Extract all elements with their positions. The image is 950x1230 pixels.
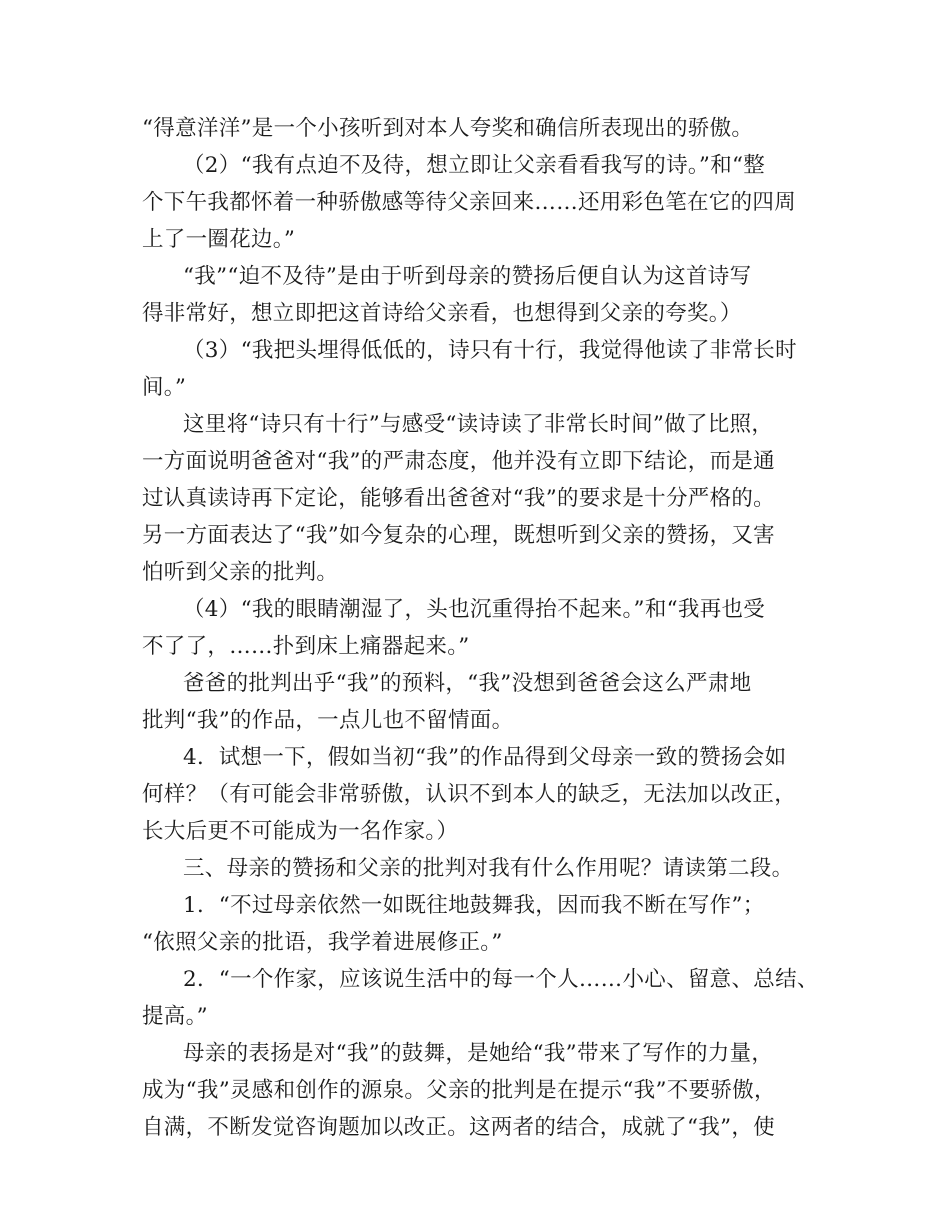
text-line: 不了了，……扑到床上痛器起来。” (142, 634, 470, 659)
text-line: 何样？（有可能会非常骄傲，认识不到本人的缺乏，无法加以改正， (142, 782, 797, 807)
text-line: （3）“我把头埋得低低的，诗只有十行，我觉得他读了非常长时 (183, 338, 797, 363)
text-line: 批判“我”的作品，一点儿也不留情面。 (142, 708, 514, 733)
text-line: 得非常好，想立即把这首诗给父亲看，也想得到父亲的夸奖。） (142, 301, 742, 326)
text-line: “我”“迫不及待”是由于听到母亲的赞扬后便自认为这首诗写 (183, 264, 752, 289)
text-line: 另一方面表达了“我”如今复杂的心理，既想听到父亲的赞扬，又害 (142, 523, 775, 548)
text-line: 提高。” (142, 1004, 208, 1029)
text-line: 个下午我都怀着一种骄傲感等待父亲回来……还用彩色笔在它的四周 (142, 190, 797, 215)
text-line: 自满，不断发觉咨询题加以改正。这两者的结合，成就了“我”，使 (142, 1115, 775, 1140)
text-line: 一方面说明爸爸对“我”的严肃态度，他并没有立即下结论，而是通 (142, 449, 775, 474)
text-line: 母亲的表扬是对“我”的鼓舞，是她给“我”带来了写作的力量， (183, 1041, 774, 1066)
text-line: 三、母亲的赞扬和父亲的批判对我有什么作用呢？请读第二段。 (183, 856, 794, 881)
text-line: “依照父亲的批语，我学着进展修正。” (142, 930, 503, 955)
text-line: （2）“我有点迫不及待，想立即让父亲看看我写的诗。”和“整 (183, 153, 766, 178)
text-line: 上了一圈花边。” (142, 227, 296, 252)
text-line: 4．试想一下，假如当初“我”的作品得到父母亲一致的赞扬会如 (183, 745, 787, 770)
text-line: 成为“我”灵感和创作的源泉。父亲的批判是在提示“我”不要骄傲， (142, 1078, 776, 1103)
text-line: （4）“我的眼睛潮湿了，头也沉重得抬不起来。”和“我再也受 (183, 597, 766, 622)
text-line: 2．“一个作家，应该说生活中的每一个人……小心、留意、总结、 (183, 967, 819, 992)
text-line: 爸爸的批判出乎“我”的预料，“我”没想到爸爸会这么严肃地 (183, 671, 752, 696)
text-line: “得意洋洋”是一个小孩听到对本人夸奖和确信所表现出的骄傲。 (142, 116, 754, 141)
text-line: 过认真读诗再下定论，能够看出爸爸对“我”的要求是十分严格的。 (142, 486, 775, 511)
text-line: 长大后更不可能成为一名作家。） (142, 819, 459, 844)
text-line: 间。” (142, 375, 187, 400)
text-line: 1．“不过母亲依然一如既往地鼓舞我，因而我不断在写作”； (183, 893, 765, 918)
text-line: 这里将“诗只有十行”与感受“读诗读了非常长时间”做了比照， (183, 412, 774, 437)
text-line: 怕听到父亲的批判。 (142, 560, 339, 585)
